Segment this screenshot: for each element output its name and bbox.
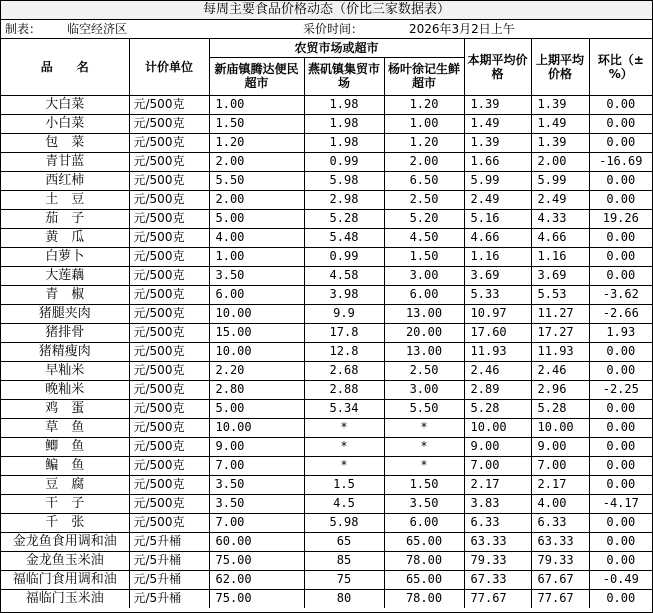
cell-avg-prev: 1.39 <box>531 95 589 114</box>
cell-avg-current: 1.49 <box>464 114 531 133</box>
cell-avg-prev: 2.96 <box>531 380 589 399</box>
org-label: 制表： <box>5 22 42 36</box>
cell-unit: 元/500克 <box>129 133 209 152</box>
cell-market1: 10.00 <box>209 342 304 361</box>
cell-market1: 4.00 <box>209 228 304 247</box>
table-row <box>1 228 652 247</box>
cell-market1: 1.00 <box>209 247 304 266</box>
cell-avg-current: 5.16 <box>464 209 531 228</box>
cell-market1: 1.20 <box>209 133 304 152</box>
cell-unit: 元/500克 <box>129 228 209 247</box>
cell-avg-prev: 77.67 <box>531 589 589 608</box>
cell-name: 干 子 <box>1 494 129 513</box>
cell-market1: 3.50 <box>209 494 304 513</box>
col-header-market2: 燕矶镇集贸市场 <box>304 57 384 95</box>
cell-market2: 5.48 <box>304 228 384 247</box>
cell-name: 西红柿 <box>1 171 129 190</box>
cell-unit: 元/500克 <box>129 152 209 171</box>
cell-unit: 元/500克 <box>129 418 209 437</box>
cell-market2: 80 <box>304 589 384 608</box>
cell-name: 鲫 鱼 <box>1 437 129 456</box>
cell-market3: 3.00 <box>384 380 464 399</box>
cell-name: 青 椒 <box>1 285 129 304</box>
cell-avg-prev: 63.33 <box>531 532 589 551</box>
cell-market1: 3.50 <box>209 266 304 285</box>
col-header-avg-current: 本期平均价格 <box>464 39 531 95</box>
table-row <box>1 513 652 532</box>
cell-name: 黄 瓜 <box>1 228 129 247</box>
cell-market3: 78.00 <box>384 589 464 608</box>
cell-market3: 6.00 <box>384 513 464 532</box>
cell-avg-prev: 5.99 <box>531 171 589 190</box>
cell-market1: 6.00 <box>209 285 304 304</box>
cell-market2: 1.98 <box>304 95 384 114</box>
cell-unit: 元/500克 <box>129 247 209 266</box>
cell-change: 0.00 <box>589 361 652 380</box>
cell-avg-current: 6.33 <box>464 513 531 532</box>
table-row <box>1 551 652 570</box>
cell-avg-prev: 3.69 <box>531 266 589 285</box>
cell-market3: * <box>384 456 464 475</box>
cell-change: 0.00 <box>589 171 652 190</box>
org-value: 临空经济区 <box>67 22 128 36</box>
col-header-avg-prev: 上期平均价格 <box>531 39 589 95</box>
cell-market3: 78.00 <box>384 551 464 570</box>
cell-avg-current: 1.39 <box>464 95 531 114</box>
table-row <box>1 304 652 323</box>
cell-name: 早籼米 <box>1 361 129 380</box>
cell-market1: 75.00 <box>209 551 304 570</box>
cell-avg-prev: 1.49 <box>531 114 589 133</box>
col-header-change: 环比（±%） <box>589 39 652 95</box>
cell-market3: 13.00 <box>384 342 464 361</box>
cell-market1: 2.00 <box>209 152 304 171</box>
price-table <box>1 39 652 608</box>
cell-name: 草 鱼 <box>1 418 129 437</box>
cell-avg-current: 5.28 <box>464 399 531 418</box>
cell-change: 0.00 <box>589 513 652 532</box>
cell-unit: 元/500克 <box>129 513 209 532</box>
col-header-name: 品 名 <box>1 39 129 95</box>
cell-market1: 2.20 <box>209 361 304 380</box>
cell-change: 0.00 <box>589 133 652 152</box>
table-row <box>1 475 652 494</box>
cell-name: 福临门食用调和油 <box>1 570 129 589</box>
cell-market2: 2.68 <box>304 361 384 380</box>
table-row <box>1 133 652 152</box>
cell-avg-current: 63.33 <box>464 532 531 551</box>
cell-market3: 1.50 <box>384 475 464 494</box>
table-row <box>1 247 652 266</box>
cell-market2: * <box>304 418 384 437</box>
cell-market1: 5.00 <box>209 399 304 418</box>
cell-avg-prev: 5.28 <box>531 399 589 418</box>
cell-market1: 15.00 <box>209 323 304 342</box>
cell-avg-current: 3.83 <box>464 494 531 513</box>
cell-unit: 元/500克 <box>129 266 209 285</box>
cell-market3: 65.00 <box>384 570 464 589</box>
cell-market2: 9.9 <box>304 304 384 323</box>
cell-avg-prev: 4.66 <box>531 228 589 247</box>
cell-market3: 13.00 <box>384 304 464 323</box>
table-row <box>1 570 652 589</box>
cell-market1: 2.00 <box>209 190 304 209</box>
cell-avg-current: 2.46 <box>464 361 531 380</box>
cell-market1: 5.00 <box>209 209 304 228</box>
cell-market2: 12.8 <box>304 342 384 361</box>
table-row <box>1 437 652 456</box>
table-row <box>1 285 652 304</box>
cell-avg-current: 3.69 <box>464 266 531 285</box>
cell-market3: 1.50 <box>384 247 464 266</box>
cell-market3: 1.20 <box>384 133 464 152</box>
cell-change: -3.62 <box>589 285 652 304</box>
cell-market3: 5.50 <box>384 399 464 418</box>
cell-change: 0.00 <box>589 551 652 570</box>
cell-avg-current: 79.33 <box>464 551 531 570</box>
cell-market3: 2.50 <box>384 190 464 209</box>
cell-market2: 5.98 <box>304 171 384 190</box>
cell-change: 0.00 <box>589 456 652 475</box>
cell-market2: 4.5 <box>304 494 384 513</box>
cell-change: 0.00 <box>589 266 652 285</box>
table-row <box>1 152 652 171</box>
cell-change: 19.26 <box>589 209 652 228</box>
cell-market3: 2.00 <box>384 152 464 171</box>
cell-unit: 元/500克 <box>129 209 209 228</box>
cell-avg-prev: 9.00 <box>531 437 589 456</box>
cell-name: 大白菜 <box>1 95 129 114</box>
cell-name: 晚籼米 <box>1 380 129 399</box>
cell-market3: 1.00 <box>384 114 464 133</box>
cell-avg-prev: 67.67 <box>531 570 589 589</box>
cell-unit: 元/500克 <box>129 171 209 190</box>
cell-change: 0.00 <box>589 95 652 114</box>
cell-avg-prev: 6.33 <box>531 513 589 532</box>
cell-change: 0.00 <box>589 190 652 209</box>
cell-name: 猪精瘦肉 <box>1 342 129 361</box>
cell-market1: 10.00 <box>209 304 304 323</box>
cell-name: 豆 腐 <box>1 475 129 494</box>
col-header-unit: 计价单位 <box>129 39 209 95</box>
cell-unit: 元/500克 <box>129 342 209 361</box>
cell-name: 青甘蓝 <box>1 152 129 171</box>
cell-change: 0.00 <box>589 399 652 418</box>
cell-name: 茄 子 <box>1 209 129 228</box>
cell-change: 0.00 <box>589 532 652 551</box>
cell-unit: 元/500克 <box>129 494 209 513</box>
cell-market2: 5.34 <box>304 399 384 418</box>
cell-name: 金龙鱼玉米油 <box>1 551 129 570</box>
cell-market1: 7.00 <box>209 456 304 475</box>
cell-market2: * <box>304 437 384 456</box>
cell-market1: 1.00 <box>209 95 304 114</box>
cell-market1: 7.00 <box>209 513 304 532</box>
cell-market3: 2.50 <box>384 361 464 380</box>
table-row <box>1 342 652 361</box>
cell-name: 大莲藕 <box>1 266 129 285</box>
cell-avg-current: 1.66 <box>464 152 531 171</box>
cell-avg-prev: 2.17 <box>531 475 589 494</box>
cell-market3: * <box>384 418 464 437</box>
cell-market2: 17.8 <box>304 323 384 342</box>
table-row <box>1 209 652 228</box>
cell-avg-current: 10.97 <box>464 304 531 323</box>
col-header-market-group: 农贸市场或超市 <box>209 39 464 57</box>
cell-name: 猪腿夹肉 <box>1 304 129 323</box>
cell-avg-prev: 17.27 <box>531 323 589 342</box>
cell-unit: 元/5升桶 <box>129 532 209 551</box>
cell-name: 土 豆 <box>1 190 129 209</box>
cell-avg-prev: 10.00 <box>531 418 589 437</box>
cell-market2: 85 <box>304 551 384 570</box>
cell-avg-current: 2.17 <box>464 475 531 494</box>
time-label: 采价时间： <box>303 22 364 36</box>
cell-avg-prev: 2.00 <box>531 152 589 171</box>
cell-change: 0.00 <box>589 437 652 456</box>
cell-avg-current: 1.39 <box>464 133 531 152</box>
table-row <box>1 114 652 133</box>
cell-market3: 1.20 <box>384 95 464 114</box>
cell-avg-prev: 2.46 <box>531 361 589 380</box>
cell-avg-prev: 5.53 <box>531 285 589 304</box>
cell-market1: 60.00 <box>209 532 304 551</box>
cell-change: 0.00 <box>589 589 652 608</box>
cell-unit: 元/5升桶 <box>129 589 209 608</box>
cell-market2: 2.98 <box>304 190 384 209</box>
cell-unit: 元/500克 <box>129 95 209 114</box>
cell-change: 0.00 <box>589 342 652 361</box>
cell-change: -2.25 <box>589 380 652 399</box>
table-row <box>1 399 652 418</box>
cell-name: 小白菜 <box>1 114 129 133</box>
cell-market2: 3.98 <box>304 285 384 304</box>
cell-change: 0.00 <box>589 418 652 437</box>
cell-market3: * <box>384 437 464 456</box>
cell-avg-current: 5.33 <box>464 285 531 304</box>
cell-avg-current: 77.67 <box>464 589 531 608</box>
cell-unit: 元/500克 <box>129 475 209 494</box>
cell-unit: 元/500克 <box>129 380 209 399</box>
cell-change: -16.69 <box>589 152 652 171</box>
cell-avg-prev: 1.16 <box>531 247 589 266</box>
cell-market1: 10.00 <box>209 418 304 437</box>
cell-unit: 元/500克 <box>129 361 209 380</box>
cell-name: 猪排骨 <box>1 323 129 342</box>
cell-market3: 4.50 <box>384 228 464 247</box>
cell-change: -0.49 <box>589 570 652 589</box>
cell-avg-current: 67.33 <box>464 570 531 589</box>
cell-market2: 1.5 <box>304 475 384 494</box>
cell-avg-prev: 7.00 <box>531 456 589 475</box>
table-row <box>1 418 652 437</box>
table-row <box>1 361 652 380</box>
cell-market2: 2.88 <box>304 380 384 399</box>
cell-market2: 1.98 <box>304 133 384 152</box>
cell-market1: 62.00 <box>209 570 304 589</box>
cell-name: 鳊 鱼 <box>1 456 129 475</box>
cell-avg-current: 17.60 <box>464 323 531 342</box>
cell-market2: 65 <box>304 532 384 551</box>
cell-change: -4.17 <box>589 494 652 513</box>
cell-unit: 元/5升桶 <box>129 570 209 589</box>
time-value: 2026年3月2日上午 <box>409 22 515 36</box>
cell-avg-prev: 79.33 <box>531 551 589 570</box>
col-header-market3: 杨叶徐记生鲜超市 <box>384 57 464 95</box>
table-row <box>1 532 652 551</box>
cell-unit: 元/5升桶 <box>129 551 209 570</box>
cell-change: 0.00 <box>589 114 652 133</box>
cell-avg-current: 1.16 <box>464 247 531 266</box>
cell-market3: 3.50 <box>384 494 464 513</box>
cell-unit: 元/500克 <box>129 456 209 475</box>
table-row <box>1 456 652 475</box>
cell-avg-prev: 4.33 <box>531 209 589 228</box>
table-row <box>1 190 652 209</box>
cell-avg-prev: 11.27 <box>531 304 589 323</box>
cell-market1: 1.50 <box>209 114 304 133</box>
cell-name: 白萝卜 <box>1 247 129 266</box>
cell-market1: 5.50 <box>209 171 304 190</box>
cell-name: 包 菜 <box>1 133 129 152</box>
cell-market3: 3.00 <box>384 266 464 285</box>
cell-market2: 5.98 <box>304 513 384 532</box>
cell-market3: 6.50 <box>384 171 464 190</box>
cell-market2: 75 <box>304 570 384 589</box>
cell-market2: 4.58 <box>304 266 384 285</box>
meta-row <box>1 20 652 39</box>
cell-market2: 1.98 <box>304 114 384 133</box>
cell-market3: 6.00 <box>384 285 464 304</box>
cell-name: 福临门玉米油 <box>1 589 129 608</box>
table-row <box>1 323 652 342</box>
cell-avg-current: 11.93 <box>464 342 531 361</box>
cell-unit: 元/500克 <box>129 323 209 342</box>
cell-market2: * <box>304 456 384 475</box>
table-row <box>1 494 652 513</box>
cell-market2: 0.99 <box>304 152 384 171</box>
table-row <box>1 589 652 608</box>
cell-market1: 75.00 <box>209 589 304 608</box>
cell-avg-current: 2.89 <box>464 380 531 399</box>
cell-unit: 元/500克 <box>129 114 209 133</box>
table-row <box>1 171 652 190</box>
table-body <box>1 95 652 608</box>
cell-name: 鸡 蛋 <box>1 399 129 418</box>
cell-market2: 0.99 <box>304 247 384 266</box>
cell-change: 0.00 <box>589 475 652 494</box>
cell-unit: 元/500克 <box>129 304 209 323</box>
cell-market3: 5.20 <box>384 209 464 228</box>
table-row <box>1 95 652 114</box>
cell-market3: 20.00 <box>384 323 464 342</box>
cell-avg-current: 5.99 <box>464 171 531 190</box>
sheet-title: 每周主要食品价格动态（价比三家数据表） <box>1 1 652 20</box>
cell-change: -2.66 <box>589 304 652 323</box>
cell-unit: 元/500克 <box>129 285 209 304</box>
cell-change: 0.00 <box>589 228 652 247</box>
cell-avg-prev: 4.00 <box>531 494 589 513</box>
col-header-market1: 新庙镇腾达便民超市 <box>209 57 304 95</box>
cell-market2: 5.28 <box>304 209 384 228</box>
cell-avg-current: 9.00 <box>464 437 531 456</box>
cell-avg-current: 7.00 <box>464 456 531 475</box>
cell-avg-current: 2.49 <box>464 190 531 209</box>
cell-market1: 3.50 <box>209 475 304 494</box>
cell-avg-current: 10.00 <box>464 418 531 437</box>
cell-unit: 元/500克 <box>129 190 209 209</box>
cell-avg-current: 4.66 <box>464 228 531 247</box>
cell-market1: 2.80 <box>209 380 304 399</box>
cell-avg-prev: 2.49 <box>531 190 589 209</box>
cell-name: 金龙鱼食用调和油 <box>1 532 129 551</box>
cell-avg-prev: 11.93 <box>531 342 589 361</box>
table-row <box>1 380 652 399</box>
cell-avg-prev: 1.39 <box>531 133 589 152</box>
table-row <box>1 266 652 285</box>
cell-market1: 9.00 <box>209 437 304 456</box>
cell-market3: 65.00 <box>384 532 464 551</box>
cell-change: 1.93 <box>589 323 652 342</box>
cell-unit: 元/500克 <box>129 399 209 418</box>
cell-name: 千 张 <box>1 513 129 532</box>
cell-unit: 元/500克 <box>129 437 209 456</box>
cell-change: 0.00 <box>589 247 652 266</box>
